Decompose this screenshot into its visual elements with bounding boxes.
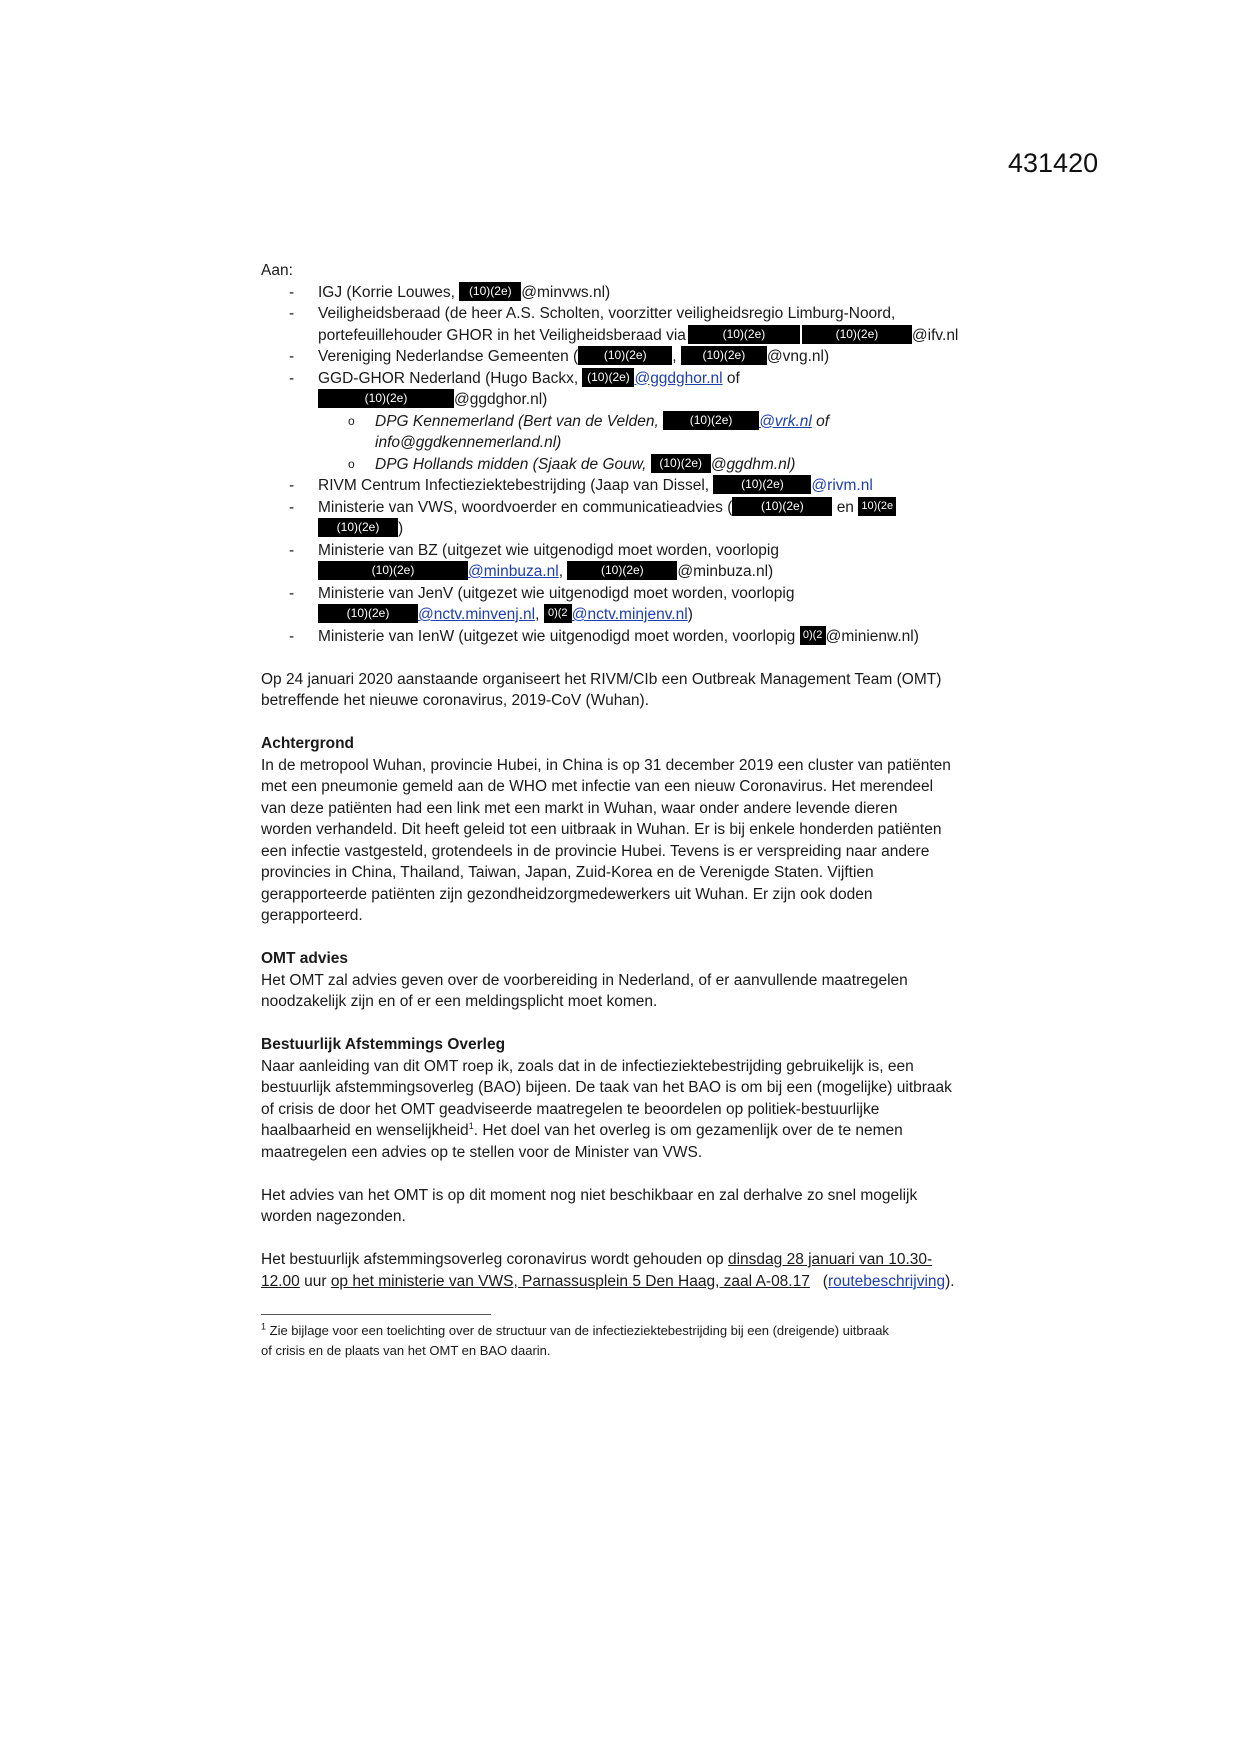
section-omt-advies: OMT advies Het OMT zal advies geven over de voorbereiding in Nederland, of er aanvullende maatregelen noodzakelijk zijn en of er een meldingsplicht moet komen. (261, 948, 981, 1013)
recipient-dpg-kennemerland-cont: info@ggdkennemerland.nl) (375, 434, 562, 451)
footnote: $^1$ Zie bijlage voor een toelichting over de structuur van de infectieziektebestrijding bij een (dreigende) uitbraak of crisis en de plaats van het OMT en BAO daarin. (261, 1321, 889, 1358)
recipient-vws-cont: (10)(2e) ) (261, 518, 981, 540)
footnote-ref: 1 (468, 1120, 474, 1131)
recipient-vws: - Ministerie van VWS, woordvoerder en communicatieadvies ( (10)(2e) en 10)(2e (261, 497, 981, 519)
footnote-divider (261, 1314, 491, 1315)
nctv-minjenv-email-link[interactable]: @nctv.minjenv.nl (571, 606, 688, 623)
minbuza-email-link[interactable]: @minbuza.nl (468, 563, 559, 580)
routebeschrijving-link[interactable]: routebeschrijving (827, 1272, 946, 1290)
section-achtergrond: Achtergrond In de metropool Wuhan, provincie Hubei, in China is op 31 december 2019 een cluster van patiënten met een pneumonie gemeld aan de WHO met infectie van een nieuw Coronavirus. Het merendeel van deze patiënten had een link met een markt in Wuhan, waar onder andere levende dieren worden verhandeld. Dit heeft geleid tot een uitbraak in Wuhan. Er is bij enkele honderden patiënten een infectie vastgesteld, grotendeels in de provincie Hubei. Tevens is er verspreiding naar andere provincies in China, Thailand, Taiwan, Japan, Zuid-Korea en de Verenigde Staten. Vijftien gerapporteerde patiënten zijn gezondheidzorgmedewerkers uit Wuhan. Er zijn ook doden gerapporteerd. (261, 733, 981, 927)
vrk-email-link[interactable]: @vrk.nl (759, 412, 812, 430)
redaction-block: (10)(2e) (732, 497, 832, 516)
section-heading: Achtergrond (261, 735, 354, 752)
aan-label: Aan: (261, 262, 293, 279)
redaction-block: (10)(2e) (567, 561, 677, 580)
redaction-block: (10)(2e) (688, 325, 800, 344)
recipient-vng: - Vereniging Nederlandse Gemeenten ( (10)(2e) , (10)(2e) @vng.nl) (289, 348, 830, 365)
redaction-block: (10)(2e) (318, 389, 454, 408)
memo-body (261, 260, 981, 1361)
nctv-minvenj-email-link[interactable]: @nctv.minvenj.nl (418, 606, 536, 623)
redaction-block: 10)(2e (858, 497, 896, 516)
recipient-ienw: - Ministerie van IenW (uitgezet wie uitgenodigd moet worden, voorlopig 0)(2 @minienw.nl) (289, 627, 919, 645)
section-meeting: Het bestuurlijk afstemmingsoverleg coronavirus wordt gehouden op dinsdag 28 januari van 10.30- 12.00 uur op het ministerie van VWS, Parnassusplein 5 Den Haag, zaal A-08.17 (routebeschrijving). (261, 1251, 955, 1290)
recipient-ggd-ghor-cont: (10)(2e) @ggdghor.nl) (261, 389, 981, 411)
section-heading: Bestuurlijk Afstemmings Overleg (261, 1036, 506, 1053)
section-heading: OMT advies (261, 950, 348, 967)
rivm-email-link[interactable]: @rivm.nl (811, 477, 873, 494)
redaction-block: (10)(2e) (713, 475, 811, 494)
ggdghor-email-link[interactable]: @ggdghor.nl (634, 369, 723, 387)
recipient-dpg-hollands-midden: o DPG Hollands midden (Sjaak de Gouw, (10)(2e) @ggdhm.nl) (348, 455, 796, 473)
redaction-block: (10)(2e) (663, 411, 759, 430)
recipient-jenv-cont: (10)(2e) @nctv.minvenj.nl, 0)(2 @nctv.minjenv.nl) (261, 604, 981, 626)
section-advies: Het advies van het OMT is op dit moment nog niet beschikbaar en zal derhalve zo snel mogelijk worden nagezonden. (261, 1186, 918, 1225)
redaction-block: (10)(2e) (582, 368, 634, 387)
redaction-block: (10)(2e) (318, 561, 468, 580)
recipient-jenv: - Ministerie van JenV (uitgezet wie uitgenodigd moet worden, voorlopig (289, 584, 795, 602)
section-bao: Bestuurlijk Afstemmings Overleg Naar aanleiding van dit OMT roep ik, zoals dat in de infectieziektebestrijding gebruikelijk is, een bestuurlijk afstemmingsoverleg (BAO) bijeen. De taak van het BAO is om bij een (mogelijke) uitbraak of crisis de door het OMT geadviseerde maatregelen te beoordelen op politiek-bestuurlijke haalbaarheid en wenselijkheid$^1$. Het doel van het overleg is om gezamenlijk over de te nemen maatregelen een advies op te stellen voor de Minister van VWS. (261, 1034, 981, 1163)
redaction-block: (10)(2e) (578, 346, 672, 365)
recipient-rivm: - RIVM Centrum Infectieziektebestrijding (Jaap van Dissel, (10)(2e) @rivm.nl (289, 477, 873, 494)
recipient-ggd-ghor: - GGD-GHOR Nederland (Hugo Backx, (10)(2e) @ggdghor.nl of (289, 369, 740, 387)
intro-paragraph: Op 24 januari 2020 aanstaande organiseert het RIVM/CIb een Outbreak Management Team (OMT) betreffende het nieuwe coronavirus, 2019-CoV (Wuhan). (261, 670, 942, 709)
redaction-block: (10)(2e) (318, 518, 398, 537)
redaction-block: (10)(2e) (802, 325, 912, 344)
recipient-bz-cont: (10)(2e) @minbuza.nl, (10)(2e) @minbuza.nl) (261, 561, 981, 583)
meeting-date: dinsdag 28 januari van 10.30- (727, 1251, 933, 1268)
recipient-igj: - IGJ (Korrie Louwes, (10)(2e) @minvws.nl) (289, 283, 611, 301)
redaction-block: (10)(2e) (459, 282, 521, 301)
redaction-block: (10)(2e) (651, 454, 711, 473)
redaction-block: (10)(2e) (681, 346, 767, 365)
recipient-veiligheidsberaad: - Veiligheidsberaad (de heer A.S. Scholten, voorzitter veiligheidsregio Limburg-Noord, (289, 305, 896, 322)
recipient-veiligheidsberaad-cont: portefeuillehouder GHOR in het Veiligheidsberaad via (10)(2e) (10)(2e) @ifv.nl (318, 326, 959, 344)
recipient-dpg-kennemerland: o DPG Kennemerland (Bert van de Velden, (10)(2e) @vrk.nl of (348, 412, 830, 430)
redaction-block: 0)(2 (800, 626, 826, 645)
recipient-bz: - Ministerie van BZ (uitgezet wie uitgenodigd moet worden, voorlopig (289, 541, 779, 559)
redaction-block: 0)(2 (544, 604, 572, 623)
meeting-location: op het ministerie van VWS, Parnassusplein 5 Den Haag, zaal A-08.17 (330, 1272, 810, 1290)
document-number: 431420 (1008, 148, 1099, 178)
redaction-block: (10)(2e) (318, 604, 418, 623)
